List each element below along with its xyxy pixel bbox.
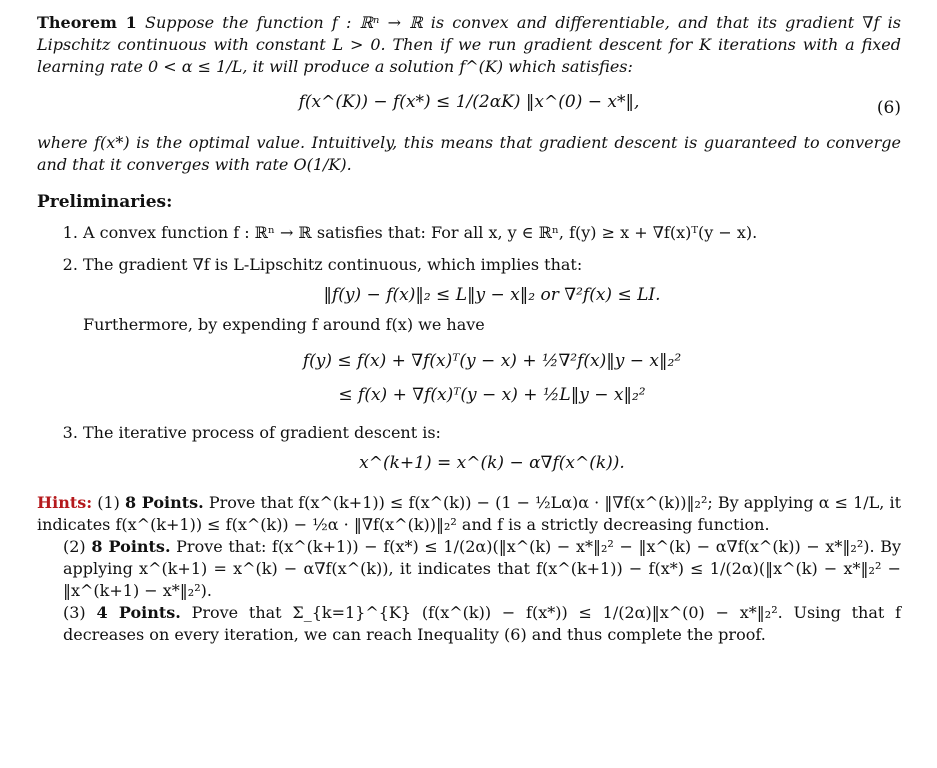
gd-update-equation: x^(k+1) = x^(k) − α∇f(x^(k)).: [359, 453, 625, 473]
preliminary-item-3-text: The iterative process of gradient descent is:: [83, 423, 441, 442]
theorem-equation: f(x^(K)) − f(x*) ≤ 1/(2αK) ‖x^(0) − x*‖,: [298, 92, 640, 112]
expansion-intro: Furthermore, by expending f around f(x) we have: [83, 315, 485, 334]
preliminaries-title: Preliminaries:: [37, 192, 173, 212]
hints-label: Hints:: [37, 493, 93, 512]
hint-3-text: Prove that Σ_{k=1}^{K} (f(x^(k)) − f(x*)) ≤ 1/(2α)‖x^(0) − x*‖₂². Using that f decreases on every iteration, we can reach Inequality (6) and thus complete the proof.: [63, 603, 901, 644]
hint-1: [37, 492, 901, 536]
hint-2-text: Prove that: f(x^(k+1)) − f(x*) ≤ 1/(2α)(‖x^(k) − x*‖₂² − ‖x^(k) − α∇f(x^(k)) − x*‖₂²). By applying x^(k+1) = x^(k) − α∇f(x^(k)), it indicates that f(x^(k+1)) − f(x*) ≤ 1/(2α)(‖x^(k) − x*‖₂² − ‖x^(k+1) − x*‖₂²).: [63, 537, 902, 600]
preliminary-item-2-text: The gradient ∇f is L-Lipschitz continuous, which implies that:: [83, 255, 583, 274]
expansion-align: [83, 344, 901, 412]
hint-1-number: (1): [97, 493, 120, 512]
hint-1-points: 8 Points.: [125, 493, 204, 512]
expansion-line-1: f(y) ≤ f(x) + ∇f(x)ᵀ(y − x) + ½∇²f(x)‖y − x‖₂²: [302, 351, 682, 371]
lipschitz-equation: ‖f(y) − f(x)‖₂ ≤ L‖y − x‖₂ or ∇²f(x) ≤ LI.: [323, 285, 661, 305]
theorem-after-text: where f(x*) is the optimal value. Intuitively, this means that gradient descent is guaranteed to converge and that it converges with rate O(1/K).: [37, 133, 901, 174]
theorem-paragraph: [37, 12, 901, 78]
theorem-text: Suppose the function f : ℝⁿ → ℝ is convex and differentiable, and that its gradient ∇f is Lipschitz continuous with constant L > 0. Then if we run gradient descent for K iterations with a fixed learning rate 0 < α ≤ 1/L, it will produce a solution f^(K) which satisfies:: [37, 13, 901, 76]
hint-3: [37, 602, 901, 646]
hint-1-text: Prove that f(x^(k+1)) ≤ f(x^(k)) − (1 − ½Lα)α · ‖∇f(x^(k))‖₂²; By applying α ≤ 1/L, it indicates f(x^(k+1)) ≤ f(x^(k)) − ½α · ‖∇f(x^(k))‖₂² and f is a strictly decreasing function.: [37, 493, 902, 534]
theorem-equation-row: [37, 84, 901, 132]
expansion-line-2: ≤ f(x) + ∇f(x)ᵀ(y − x) + ½L‖y − x‖₂²: [338, 385, 646, 405]
equation-number: (6): [876, 98, 901, 118]
hint-2-points: 8 Points.: [91, 537, 171, 556]
theorem-label: Theorem 1: [37, 13, 137, 32]
hint-2: [37, 536, 901, 602]
preliminary-item-1-text: A convex function f : ℝⁿ → ℝ satisfies that: For all x, y ∈ ℝⁿ, f(y) ≥ x + ∇f(x)ᵀ(y − x).: [83, 223, 758, 242]
preliminary-item-2: [83, 254, 901, 412]
hint-3-points: 4 Points.: [96, 603, 181, 622]
hints-section: [37, 492, 901, 646]
preliminary-item-1: [83, 222, 901, 244]
hint-3-number: (3): [63, 603, 86, 622]
hint-2-number: (2): [63, 537, 86, 556]
preliminaries-list: [37, 222, 901, 474]
preliminary-item-3: [83, 422, 901, 474]
document-page: [37, 12, 901, 646]
